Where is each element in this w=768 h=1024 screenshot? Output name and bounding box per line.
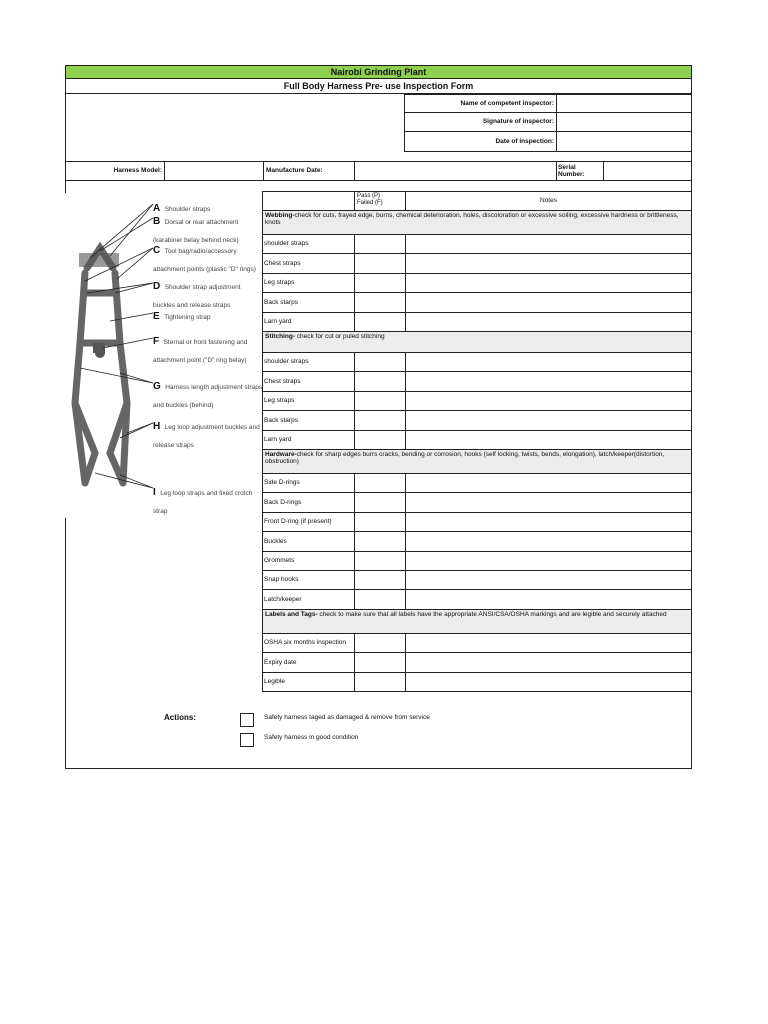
actions-label: Actions: bbox=[164, 713, 196, 722]
pass-fail-field[interactable] bbox=[354, 410, 406, 430]
pass-fail-field[interactable] bbox=[354, 551, 406, 571]
notes-header: Notes bbox=[405, 191, 692, 211]
notes-field[interactable] bbox=[405, 312, 692, 332]
legend-item-d: D Shoulder strap adjustment buckles and release straps bbox=[153, 281, 241, 309]
legend-item-i: I Leg loop straps and fixed crotch strap bbox=[153, 487, 253, 515]
item-column-header bbox=[262, 191, 355, 211]
harness-model-field[interactable] bbox=[164, 161, 264, 181]
checklist-item-label: OSHA six months inspection bbox=[262, 633, 355, 653]
section-description: check for cuts, frayed edge, burns, chemical deterioration, holes, discoloration or excessive soiling, excessive hardness or brittleness, knots bbox=[265, 212, 679, 227]
harness-model-label: Harness Model: bbox=[65, 161, 165, 181]
pass-fail-field[interactable] bbox=[354, 473, 406, 493]
pass-fail-field[interactable] bbox=[354, 273, 406, 293]
legend-item-c: C Tool bag/radio/accessory attachment points (plastic "D" rings) bbox=[153, 245, 256, 273]
notes-field[interactable] bbox=[405, 633, 692, 653]
notes-field[interactable] bbox=[405, 672, 692, 692]
inspection-date-field[interactable] bbox=[556, 131, 692, 152]
pass-fail-field[interactable] bbox=[354, 492, 406, 512]
legend-item-h: H Leg loop adjustment buckles and release straps bbox=[153, 421, 260, 449]
pass-fail-field[interactable] bbox=[354, 253, 406, 273]
section-title: Stitching- bbox=[265, 333, 295, 340]
checklist-item-label: Back starps bbox=[262, 292, 355, 312]
legend-item-f: F Sternal or front fastening and attachment point ("D" ring belay) bbox=[153, 336, 248, 364]
inspector-signature-field[interactable] bbox=[556, 112, 692, 132]
serial-number-label: Serial Number: bbox=[556, 161, 604, 181]
checklist-item-label: Snap hooks bbox=[262, 570, 355, 590]
good-condition-option-label: Safety harness in good condition bbox=[264, 734, 359, 741]
notes-field[interactable] bbox=[405, 589, 692, 609]
checklist-item-label: Buckles bbox=[262, 531, 355, 551]
pass-fail-field[interactable] bbox=[354, 531, 406, 551]
section-title: Hardware- bbox=[265, 451, 297, 458]
notes-field[interactable] bbox=[405, 531, 692, 551]
section-title: Webbing- bbox=[265, 212, 295, 219]
pass-fail-field[interactable] bbox=[354, 352, 406, 372]
checklist-item-label: Latch/keeper bbox=[262, 589, 355, 609]
form-title: Full Body Harness Pre- use Inspection Form bbox=[65, 79, 692, 94]
pass-fail-header: Pass (P) Failed (F) bbox=[354, 191, 406, 211]
good-condition-checkbox[interactable] bbox=[240, 733, 254, 747]
section-header bbox=[262, 449, 692, 474]
checklist-item-label: Back D-rings bbox=[262, 492, 355, 512]
section-title: Labels and Tags- bbox=[265, 610, 318, 618]
pass-fail-field[interactable] bbox=[354, 589, 406, 609]
notes-field[interactable] bbox=[405, 652, 692, 672]
checklist-item-label: shoulder straps bbox=[262, 234, 355, 254]
checklist-item-label: Leg straps bbox=[262, 273, 355, 293]
pass-fail-field[interactable] bbox=[354, 512, 406, 532]
section-header bbox=[262, 609, 692, 634]
pass-fail-field[interactable] bbox=[354, 312, 406, 332]
section-description: check for cut or puled stitching bbox=[294, 333, 385, 340]
pass-fail-field[interactable] bbox=[354, 652, 406, 672]
checklist-item-label: shoulder straps bbox=[262, 352, 355, 372]
section-description: check to make sure that all labels have the appropriate ANSI/CSA/OSHA markings and are legible and securely attached bbox=[317, 610, 667, 618]
notes-field[interactable] bbox=[405, 570, 692, 590]
checklist-item-label: Legible bbox=[262, 672, 355, 692]
checklist-item-label: Side D-rings bbox=[262, 473, 355, 493]
inspection-checklist bbox=[262, 191, 692, 701]
checklist-item-label: Chest straps bbox=[262, 253, 355, 273]
legend-item-a: A Shoulder straps bbox=[153, 203, 211, 214]
section-description: check for sharp edges burrs cracks, bending or corrosion, hooks (self locking, twists, bends, elongation), latch/keeper(distortion, obstruction) bbox=[265, 451, 665, 466]
damaged-option-label: Safety harness taged as damaged & remove from service bbox=[264, 714, 430, 721]
pass-fail-field[interactable] bbox=[354, 430, 406, 450]
notes-field[interactable] bbox=[405, 512, 692, 532]
notes-field[interactable] bbox=[405, 492, 692, 512]
checklist-item-label: Leg straps bbox=[262, 391, 355, 411]
pass-fail-field[interactable] bbox=[354, 292, 406, 312]
manufacture-date-field[interactable] bbox=[354, 161, 557, 181]
notes-field[interactable] bbox=[405, 253, 692, 273]
inspector-signature-label: Signature of inspector: bbox=[404, 112, 557, 132]
inspection-date-label: Date of inspection: bbox=[404, 131, 557, 152]
plant-banner: Nairobi Grinding Plant bbox=[65, 65, 692, 79]
notes-field[interactable] bbox=[405, 410, 692, 430]
checklist-item-label: Larn yard bbox=[262, 312, 355, 332]
manufacture-date-label: Manufacture Date: bbox=[263, 161, 355, 181]
section-header bbox=[262, 331, 692, 353]
notes-field[interactable] bbox=[405, 352, 692, 372]
checklist-item-label: Chest straps bbox=[262, 371, 355, 391]
pass-fail-field[interactable] bbox=[354, 633, 406, 653]
notes-field[interactable] bbox=[405, 391, 692, 411]
inspector-name-label: Name of competent inspector: bbox=[404, 94, 557, 113]
notes-field[interactable] bbox=[405, 273, 692, 293]
section-header bbox=[262, 210, 692, 235]
notes-field[interactable] bbox=[405, 292, 692, 312]
notes-field[interactable] bbox=[405, 430, 692, 450]
notes-field[interactable] bbox=[405, 371, 692, 391]
inspector-name-field[interactable] bbox=[556, 94, 692, 113]
checklist-item-label: Larn yard bbox=[262, 430, 355, 450]
pass-fail-field[interactable] bbox=[354, 371, 406, 391]
notes-field[interactable] bbox=[405, 473, 692, 493]
legend-item-e: E Tightening strap bbox=[153, 311, 211, 322]
notes-field[interactable] bbox=[405, 234, 692, 254]
checklist-item-label: Front D-ring (if present) bbox=[262, 512, 355, 532]
damaged-checkbox[interactable] bbox=[240, 713, 254, 727]
notes-field[interactable] bbox=[405, 551, 692, 571]
legend-item-g: G Harness length adjustment straps and buckles (behind) bbox=[153, 381, 263, 409]
checklist-item-label: Back starps bbox=[262, 410, 355, 430]
pass-fail-field[interactable] bbox=[354, 234, 406, 254]
checklist-item-label: Expiry date bbox=[262, 652, 355, 672]
legend-item-b: B Dorsal or rear attachment (karabiner belay behind neck) bbox=[153, 216, 239, 244]
serial-number-field[interactable] bbox=[603, 161, 692, 181]
pass-fail-field[interactable] bbox=[354, 391, 406, 411]
pass-fail-field[interactable] bbox=[354, 570, 406, 590]
pass-fail-field[interactable] bbox=[354, 672, 406, 692]
checklist-item-label: Grommets bbox=[262, 551, 355, 571]
